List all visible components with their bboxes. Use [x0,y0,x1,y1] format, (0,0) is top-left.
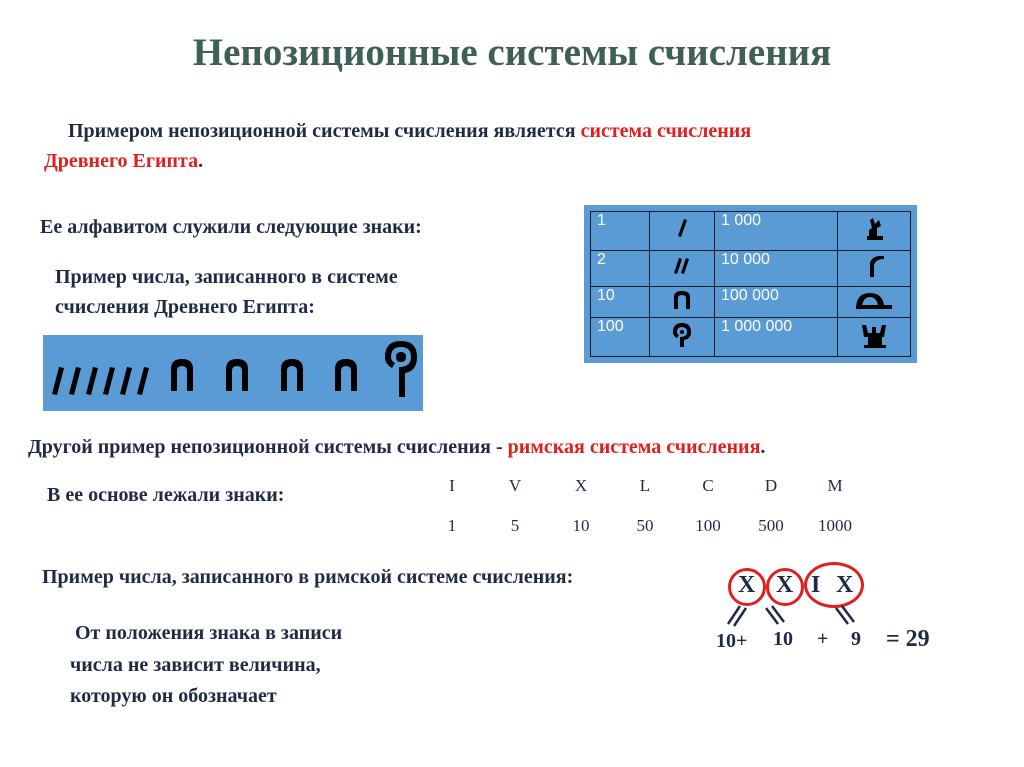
roman-numerals-table [0,476,1024,546]
value-cell: 1 [591,212,650,251]
roman-intro-highlight: римская система счисления [507,436,761,458]
roman-symbol: M [827,476,843,495]
example-label-line1: Пример числа, записанного в системе [55,266,398,288]
intro-line1 [68,116,968,146]
intro-line2 [44,146,203,176]
example-label-line2: счисления Древнего Египта: [55,296,315,318]
table-row [591,250,911,286]
table-row [591,286,911,318]
term-plus: + [817,628,829,650]
value-cell: 10 000 [715,250,838,286]
arch-glyph-icon [171,359,357,391]
note-line1: От положения знака в записи [75,622,343,644]
value-cell: 100 000 [715,286,838,318]
page-title: Непозиционные системы счисления [192,31,832,74]
roman-symbol: D [764,476,778,495]
term-9: 9 [851,628,861,650]
intro-highlight-2: Древнего Египта [44,150,199,172]
intro-period: . [198,150,204,172]
roman-value: 10 [572,516,590,535]
roman-value: 100 [695,516,721,535]
roman-value: 50 [636,516,654,535]
roman-intro-period: . [760,436,766,458]
roman-letter: I [811,572,821,598]
roman-symbol: L [639,476,651,495]
term-10: 10 [773,628,793,650]
kneeling-man-glyph-icon [838,318,911,357]
roman-letter: X [836,572,854,598]
roman-intro [28,432,1018,462]
egyptian-numerals-table [584,205,917,363]
lotus-glyph-icon [838,212,911,251]
roman-example-label: Пример числа, записанного в римской системе счисления: [42,566,574,588]
value-cell: 1 000 000 [715,318,838,357]
alphabet-label: Ее алфавитом служили следующие знаки: [40,216,422,238]
roman-value: 5 [510,516,520,535]
intro-text: Примером непозиционной системы счисления является [68,120,581,142]
term-10-plus: 10+ [716,630,748,652]
stroke-glyph-icon [650,212,715,251]
value-cell: 1 000 [715,212,838,251]
note-line2: числа не зависит величина, [70,654,321,676]
finger-glyph-icon [838,250,911,286]
egyptian-number-example [43,335,423,411]
value-cell: 2 [591,250,650,286]
roman-letter: X [738,572,756,598]
double-stroke-glyph-icon [650,250,715,286]
roman-example [700,556,1000,666]
roman-value: 1 [447,516,457,535]
roman-letter: X [776,572,794,598]
value-cell: 10 [591,286,650,318]
rope-coil-glyph-icon [385,341,417,397]
note-line3: которую он обозначает [70,685,277,707]
roman-basis-label: В ее основе лежали знаки: [47,484,285,506]
roman-value: 500 [758,516,784,535]
roman-intro-text: Другой пример непозиционной системы счисления - [28,436,508,458]
table-row [591,318,911,357]
roman-symbol: I [449,476,455,495]
roman-symbol: V [508,476,522,495]
table-row [591,212,911,251]
tadpole-glyph-icon [838,286,911,318]
result: = 29 [886,626,930,652]
stroke-glyph-icon [52,367,149,395]
value-cell: 100 [591,318,650,357]
arch-glyph-icon [650,286,715,318]
intro-highlight-1: система счисления [580,120,752,142]
roman-symbol: C [702,476,714,495]
rope-coil-glyph-icon [650,318,715,357]
roman-symbol: X [574,476,588,495]
roman-value: 1000 [818,516,852,535]
